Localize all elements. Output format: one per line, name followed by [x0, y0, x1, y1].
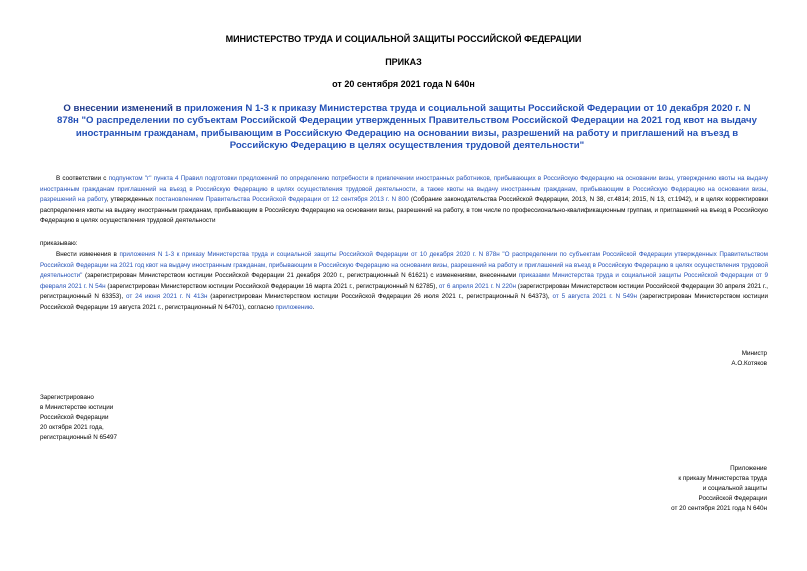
registration-block — [40, 393, 117, 443]
preamble-paragraph — [40, 174, 768, 227]
appendix-line: к приказу Министерства труда — [678, 475, 767, 482]
appendix-block — [671, 464, 767, 514]
resolution-link[interactable]: постановлением Правительства Российской Федерации от 12 сентября 2013 г. N 800 — [155, 196, 409, 204]
order-text-5: (зарегистрирован Министерством юстиции Российской Федерации 26 июля 2021 г., регистрационный N 64373), — [207, 293, 553, 301]
order-text-3: (зарегистрирован Министерством юстиции Российской Федерации 16 марта 2021 г., регистрационный N 62785), — [105, 282, 439, 290]
order-text-1: Внести изменения в — [56, 251, 120, 258]
registration-line: Российской Федерации — [40, 414, 109, 421]
order-text-2: (зарегистрирован Министерством юстиции Российской Федерации 21 декабря 2020 г., регистрационный N 61621) с изменениями, внесенными — [82, 272, 519, 280]
order-549n-link[interactable]: от 5 августа 2021 г. N 549н — [552, 293, 637, 301]
preamble-text-2: , утвержденных — [106, 196, 156, 204]
appendix-line: Российской Федерации — [698, 495, 767, 502]
ministry-header: МИНИСТЕРСТВО ТРУДА И СОЦИАЛЬНОЙ ЗАЩИТЫ РОССИЙСКОЙ ФЕДЕРАЦИИ — [225, 34, 582, 44]
signatory-name: А.О.Котяков — [731, 360, 767, 367]
order-413n-link[interactable]: от 24 июня 2021 г. N 413н — [126, 293, 208, 301]
appendix-line: Приложение — [730, 465, 767, 472]
registration-line: в Министерстве юстиции — [40, 404, 114, 411]
preamble-text-3: (Собрание законодательства Российской Федерации, 2013, N 38, ст.4814; 2015, N 13, ст.1942), и в целях корректировки распределения квоты на выдачу иностранным гражданам, прибывающим в Российскую Федерацию на основании визы, разрешений на работу, в том числе по профессионально-квалификационным группам, и приглашений на въезд в Российскую Федерацию в целях осуществления трудовой деятельности — [40, 196, 769, 225]
registration-line: 20 октября 2021 года, — [40, 424, 104, 431]
registration-line: регистрационный N 65497 — [40, 434, 118, 441]
document-title — [52, 103, 762, 153]
order-paragraph — [40, 250, 768, 314]
orders-word: приказываю: — [40, 240, 78, 247]
order-220n-link[interactable]: от 6 апреля 2021 г. N 220н — [438, 282, 516, 290]
appendix-line: и социальной защиты — [702, 485, 767, 492]
appendix-line: от 20 сентября 2021 года N 640н — [671, 505, 767, 512]
order-text-7: . — [312, 303, 315, 311]
preamble-text-1: В соответствии с — [56, 175, 109, 182]
order-text-4: (зарегистрирован Министерством юстиции Российской Федерации 30 апреля 2021 г., регистрационный N 63353), — [40, 282, 769, 301]
signature-block — [731, 349, 767, 369]
signatory-position: Министр — [741, 350, 767, 357]
rules-link[interactable]: подпунктом "г" пункта 4 Правил подготовки предложений по определению потребности в привлечении иностранных работников, прибывающих в Российскую Федерацию на основании визы, утверждению квоты на выдачу иностранным гражданам приглашений на въезд в Российскую Федерацию в целях осуществления трудовой деятельности, а также квоты на выдачу иностранным гражданам, прибывающим в Российскую Федерацию на основании визы, разрешений на работу — [40, 175, 769, 204]
document-type: ПРИКАЗ — [385, 57, 422, 67]
appendix-link[interactable]: приложению — [275, 303, 313, 311]
registration-line: Зарегистрировано — [40, 394, 94, 401]
order-54n-link[interactable]: приказами Министерства труда и социальной защиты Российской Федерации от 9 февраля 2021 г. N 54н — [40, 272, 768, 290]
document-date-number: от 20 сентября 2021 года N 640н — [332, 79, 475, 89]
title-prefix: О внесении изменений в — [63, 103, 185, 114]
order-text-6: (зарегистрирован Министерством юстиции Российской Федерации 19 августа 2021 г., регистрационный N 64701), согласно — [40, 293, 768, 311]
order-878n-link[interactable]: приложения N 1-3 к приказу Министерства труда и социальной защиты Российской Федерации от 10 декабря 2020 г. N 878н "О распределении по субъектам Российской Федерации утвержденных Правительством Российской Федерации на 2021 год квот на выдачу иностранным гражданам, прибывающим в Российскую Федерацию на основании визы, разрешений на работу и приглашений на въезд в Российскую Федерацию в целях осуществления трудовой деятельности" — [40, 251, 768, 280]
title-link[interactable]: приложения N 1-3 к приказу Министерства труда и социальной защиты Российской Федерации от 10 декабря 2020 г. N 878н "О распределении по субъектам Российской Федерации утвержденных Правительством Российской Федерации на 2021 год квот на выдачу иностранным гражданам, прибывающим в Российскую Федерацию на основании визы, разрешений на работу и приглашений на въезд в Российскую Федерацию в целях осуществления трудовой деятельности" — [57, 103, 757, 152]
